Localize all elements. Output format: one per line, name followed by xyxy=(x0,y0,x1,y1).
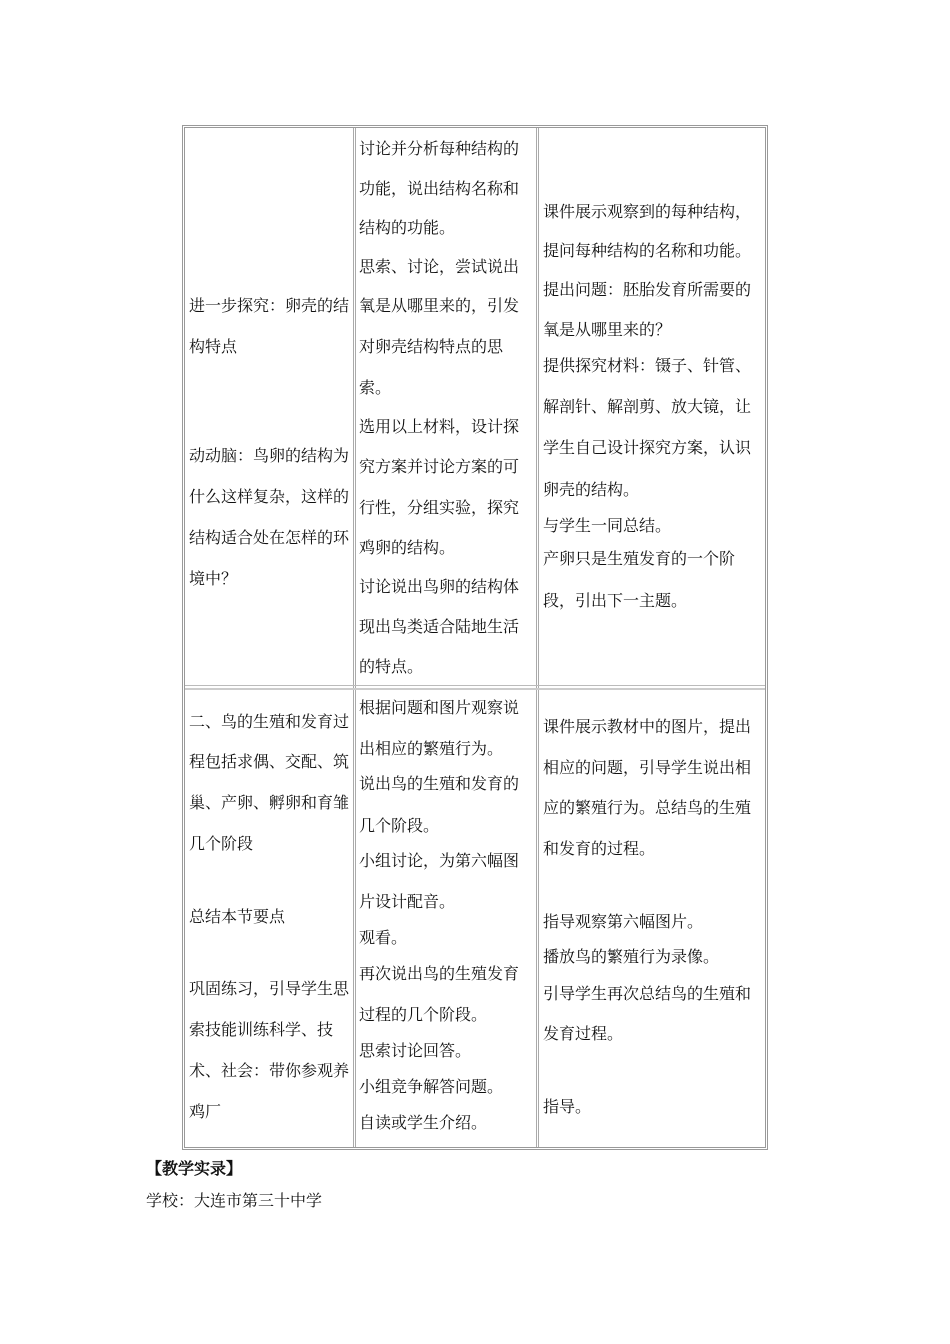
cell-line: 巢、产卵、孵卵和育雏 xyxy=(189,793,350,812)
column-divider xyxy=(353,128,356,1147)
cell-line: 讨论说出鸟卵的结构体 xyxy=(359,577,520,596)
cell-line: 提出问题：胚胎发育所需要的 xyxy=(543,280,752,299)
cell-line: 结构的功能。 xyxy=(359,218,456,237)
cell-line: 氧是从哪里来的？ xyxy=(543,320,672,339)
row1-student-cell xyxy=(359,128,535,685)
cell-line: 课件展示观察到的每种结构， xyxy=(543,202,752,221)
cell-line: 产卵只是生殖发育的一个阶 xyxy=(543,549,736,568)
cell-line: 应的繁殖行为。总结鸟的生殖 xyxy=(543,798,752,817)
cell-line: 再次说出鸟的生殖发育 xyxy=(359,964,520,983)
cell-line: 对卵壳结构特点的思 xyxy=(359,337,504,356)
cell-line: 索技能训练科学、技 xyxy=(189,1020,334,1039)
cell-line: 讨论并分析每种结构的 xyxy=(359,139,520,158)
cell-line: 总结本节要点 xyxy=(189,907,286,926)
cell-line: 小组讨论，为第六幅图 xyxy=(359,851,520,870)
cell-line: 学生自己设计探究方案，认识 xyxy=(543,438,752,457)
cell-line: 动动脑：鸟卵的结构为 xyxy=(189,446,350,465)
cell-line: 氧是从哪里来的，引发 xyxy=(359,296,520,315)
school-line: 学校：大连市第三十中学 xyxy=(146,1191,323,1210)
cell-line: 引导学生再次总结鸟的生殖和 xyxy=(543,984,752,1003)
cell-line: 片设计配音。 xyxy=(359,892,456,911)
cell-line: 小组竞争解答问题。 xyxy=(359,1077,504,1096)
cell-line: 构特点 xyxy=(189,337,238,356)
cell-line: 段，引出下一主题。 xyxy=(543,591,688,610)
section-heading: 【教学实录】 xyxy=(146,1159,243,1178)
cell-line: 几个阶段 xyxy=(189,834,254,853)
row2-teacher-cell xyxy=(543,690,765,1145)
cell-line: 选用以上材料，设计探 xyxy=(359,417,520,436)
cell-line: 几个阶段。 xyxy=(359,816,440,835)
cell-line: 巩固练习，引导学生思 xyxy=(189,979,350,998)
cell-line: 课件展示教材中的图片，提出 xyxy=(543,717,752,736)
cell-line: 解剖针、解剖剪、放大镜，让 xyxy=(543,397,752,416)
cell-line: 过程的几个阶段。 xyxy=(359,1005,488,1024)
cell-line: 相应的问题，引导学生说出相 xyxy=(543,758,752,777)
cell-line: 结构适合处在怎样的环 xyxy=(189,528,350,547)
cell-line: 二、鸟的生殖和发育过 xyxy=(189,712,350,731)
cell-line: 境中？ xyxy=(189,569,238,588)
cell-line: 播放鸟的繁殖行为录像。 xyxy=(543,947,720,966)
cell-line: 行性，分组实验，探究 xyxy=(359,498,520,517)
cell-line: 思索讨论回答。 xyxy=(359,1041,472,1060)
cell-line: 什么这样复杂，这样的 xyxy=(189,487,350,506)
cell-line: 究方案并讨论方案的可 xyxy=(359,457,520,476)
cell-line: 观看。 xyxy=(359,928,408,947)
cell-line: 鸡卵的结构。 xyxy=(359,538,456,557)
cell-line: 提问每种结构的名称和功能。 xyxy=(543,241,752,260)
cell-line: 与学生一同总结。 xyxy=(543,516,672,535)
cell-line: 提供探究材料：镊子、针管、 xyxy=(543,356,752,375)
column-divider xyxy=(536,128,539,1147)
cell-line: 鸡厂 xyxy=(189,1102,222,1121)
cell-line: 的特点。 xyxy=(359,657,424,676)
row2-activity-cell xyxy=(189,690,353,1145)
cell-line: 思索、讨论，尝试说出 xyxy=(359,257,520,276)
row2-student-cell xyxy=(359,690,535,1145)
cell-line: 出相应的繁殖行为。 xyxy=(359,739,504,758)
cell-line: 自读或学生介绍。 xyxy=(359,1113,488,1132)
cell-line: 指导。 xyxy=(543,1097,592,1116)
lesson-plan-table xyxy=(182,125,768,1150)
cell-line: 发育过程。 xyxy=(543,1024,624,1043)
row1-teacher-cell xyxy=(543,128,765,685)
cell-line: 现出鸟类适合陆地生活 xyxy=(359,617,520,636)
cell-line: 程包括求偶、交配、筑 xyxy=(189,752,350,771)
row1-activity-cell xyxy=(189,128,353,685)
cell-line: 根据问题和图片观察说 xyxy=(359,698,520,717)
cell-line: 进一步探究：卵壳的结 xyxy=(189,296,350,315)
cell-line: 索。 xyxy=(359,378,392,397)
cell-line: 术、社会：带你参观养 xyxy=(189,1061,350,1080)
cell-line: 说出鸟的生殖和发育的 xyxy=(359,774,520,793)
cell-line: 指导观察第六幅图片。 xyxy=(543,912,704,931)
cell-line: 卵壳的结构。 xyxy=(543,480,640,499)
cell-line: 和发育的过程。 xyxy=(543,839,656,858)
cell-line: 功能，说出结构名称和 xyxy=(359,179,520,198)
